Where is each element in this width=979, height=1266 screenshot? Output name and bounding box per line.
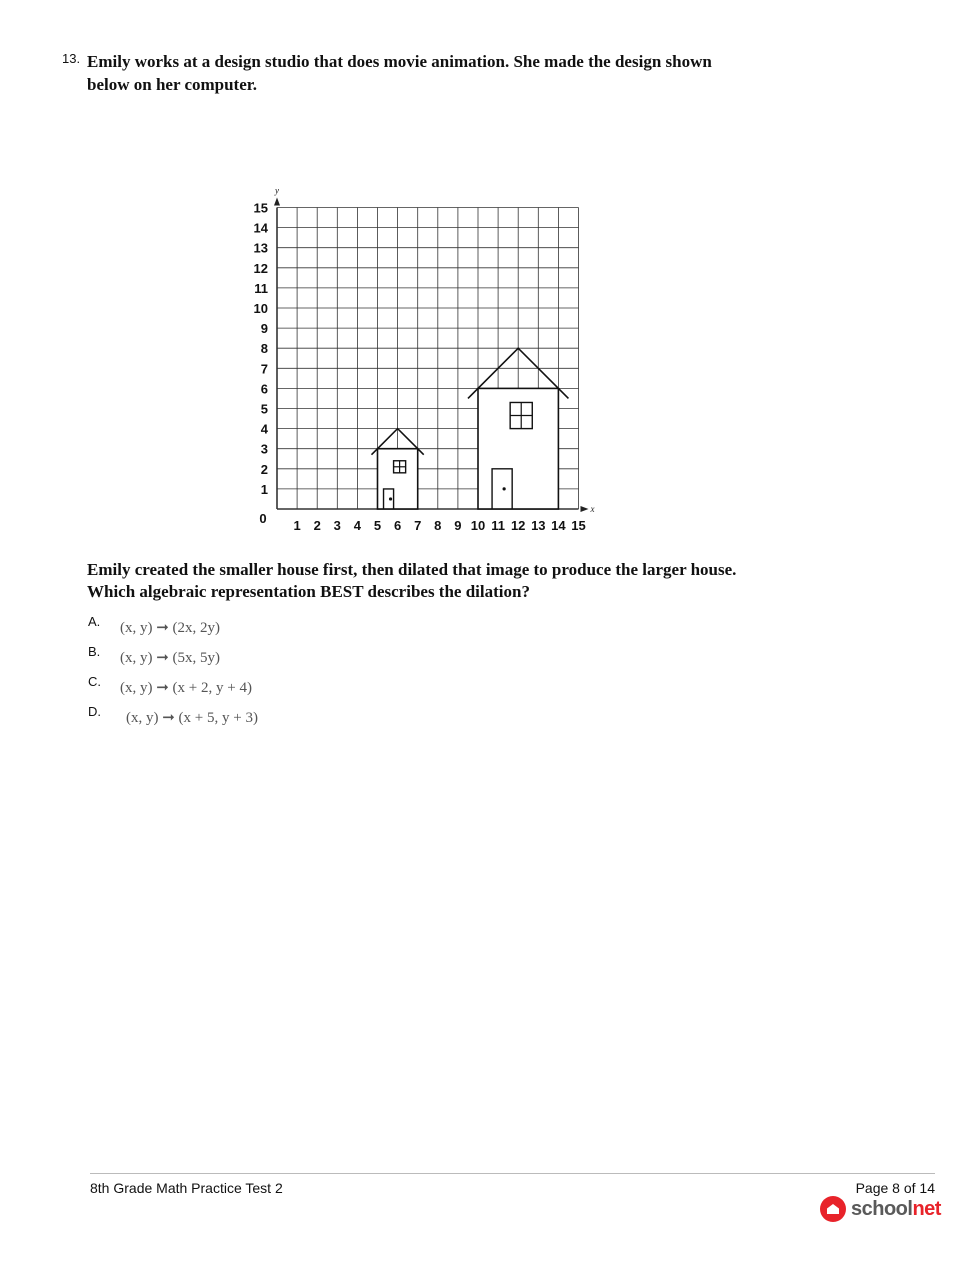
x-tick-label: 4 xyxy=(353,518,362,533)
y-tick-label: 1 xyxy=(260,481,268,497)
y-tick-label: 13 xyxy=(253,240,268,256)
schoolnet-logo xyxy=(820,1195,941,1223)
y-tick-label: 4 xyxy=(260,421,268,437)
question-number: 13. xyxy=(62,51,81,66)
x-tick-label: 2 xyxy=(313,518,321,533)
house-logo-icon xyxy=(820,1196,846,1222)
y-axis-label: y xyxy=(275,185,279,196)
footer-divider xyxy=(90,1173,935,1174)
question-stem xyxy=(87,50,767,96)
footer-title: 8th Grade Math Practice Test 2 xyxy=(90,1180,283,1196)
y-tick-label: 12 xyxy=(253,260,268,276)
prompt-line-1: Emily created the smaller house first, then dilated that image to produce the larger house. xyxy=(87,560,737,579)
prompt-line-2: Which algebraic representation BEST describes the dilation? xyxy=(87,582,530,601)
choice-c-expression: (x, y) ➞ (x + 2, y + 4) xyxy=(120,680,252,696)
choice-a-expression: (x, y) ➞ (2x, 2y) xyxy=(120,620,221,636)
coordinate-grid-figure xyxy=(240,115,600,540)
stem-line-1: Emily works at a design studio that does movie animation. She made the design shown xyxy=(87,52,712,71)
origin-label: 0 xyxy=(259,511,267,526)
choice-a-letter: A. xyxy=(88,614,101,629)
x-axis-arrow-icon xyxy=(581,506,589,512)
x-axis-label: x xyxy=(590,504,595,514)
logo-text: schoolnet xyxy=(851,1197,941,1220)
large-house-door-knob xyxy=(503,487,506,490)
x-tick-label: 13 xyxy=(531,518,546,533)
y-tick-label: 9 xyxy=(260,321,268,337)
y-tick-label: 10 xyxy=(253,301,268,316)
stem-line-2: below on her computer. xyxy=(87,75,257,94)
choice-d-letter: D. xyxy=(88,704,101,719)
question-prompt xyxy=(87,559,807,603)
x-tick-label: 7 xyxy=(414,518,422,533)
x-tick-label: 6 xyxy=(393,518,402,533)
x-tick-label: 10 xyxy=(470,518,486,533)
y-tick-label: 6 xyxy=(260,381,268,397)
y-axis-arrow-icon xyxy=(274,198,280,206)
choice-c-letter: C. xyxy=(88,674,101,689)
y-tick-label: 8 xyxy=(260,341,268,357)
y-tick-label: 7 xyxy=(260,361,268,377)
y-tick-label: 5 xyxy=(260,401,268,417)
x-tick-label: 8 xyxy=(434,518,442,533)
y-tick-label: 11 xyxy=(254,280,268,296)
footer-page-number: Page 8 of 14 xyxy=(855,1180,935,1196)
choice-d-expression: (x, y) ➞ (x + 5, y + 3) xyxy=(126,710,258,726)
x-tick-label: 14 xyxy=(551,518,566,533)
x-tick-label: 1 xyxy=(293,518,301,533)
x-tick-label: 3 xyxy=(333,518,341,533)
small-house-door-knob xyxy=(389,497,392,500)
y-tick-label: 2 xyxy=(260,461,268,477)
x-tick-label: 5 xyxy=(373,518,382,533)
x-tick-label: 9 xyxy=(454,518,462,533)
x-tick-label: 11 xyxy=(491,518,505,533)
y-tick-label: 14 xyxy=(253,220,268,236)
x-tick-label: 12 xyxy=(510,518,526,533)
choice-b-expression: (x, y) ➞ (5x, 5y) xyxy=(120,650,221,666)
choice-b-letter: B. xyxy=(88,644,101,659)
y-tick-label: 3 xyxy=(260,441,268,457)
x-tick-label: 15 xyxy=(571,518,586,533)
y-tick-label: 15 xyxy=(253,200,268,216)
